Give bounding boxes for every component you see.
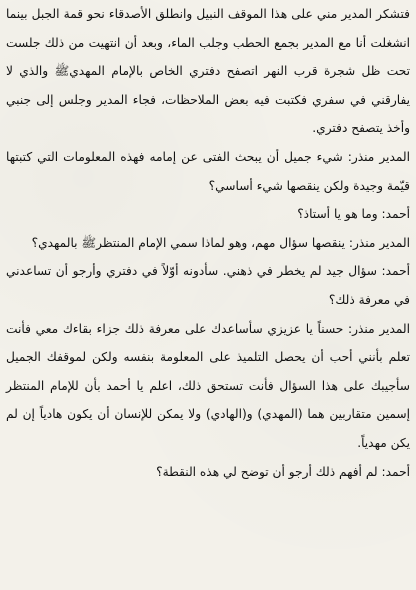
document-body bbox=[6, 0, 410, 486]
paragraph-6: المدير منذر: حسناً يا عزيزي سأساعدك على معرفة ذلك جزاء بقاءك معي فأنت تعلم بأنني أحب أن يحصل التلميذ على المعلومة بنفسه ولكن لموقفك الجميل سأجيبك على هذا السؤال فأنت تستحق ذلك، اعلم يا أحمد بأن للإمام المنتظر إسمين متقاربين هما (المهدي) و(الهادي) ولا يمكن للإنسان أن يكون هادياً إن لم يكن مهدياً. bbox=[6, 321, 410, 450]
paragraph-1: فتشكر المدير مني على هذا الموقف النبيل وانطلق الأصدقاء نحو قمة الجبل بينما انشغلت أنا مع المدير بجمع الحطب وجلب الماء، وبعد أن انتهيت من ذلك جلست تحت ظل شجرة قرب النهر اتصفح دفتري الخاص بالإمام المهديﷺ والذي لا يفارقني في سفري فكتبت فيه بعض الملاحظات، فجاء المدير وجلس إلى جنبي وأخذ يتصفح دفتري. bbox=[6, 7, 410, 136]
paragraph-4: المدير منذر: ينقصها سؤال مهم، وهو لماذا سمي الإمام المنتظرﷺ بالمهدي؟ bbox=[31, 235, 410, 250]
paragraph-3: أحمد: وما هو يا أستاذ؟ bbox=[297, 207, 410, 222]
paragraph-7: أحمد: لم أفهم ذلك أرجو أن توضح لي هذه النقطة؟ bbox=[156, 464, 410, 479]
paragraph-5: أحمد: سؤال جيد لم يخطر في ذهني. سأدونه أوّلاً في دفتري وأرجو أن تساعدني في معرفة ذلك؟ bbox=[6, 264, 410, 307]
paragraph-2: المدير منذر: شيء جميل أن يبحث الفتى عن إمامه فهذه المعلومات التي كتبتها قيّمة وجيدة ولكن ينقصها شيء أساسي؟ bbox=[6, 149, 410, 193]
